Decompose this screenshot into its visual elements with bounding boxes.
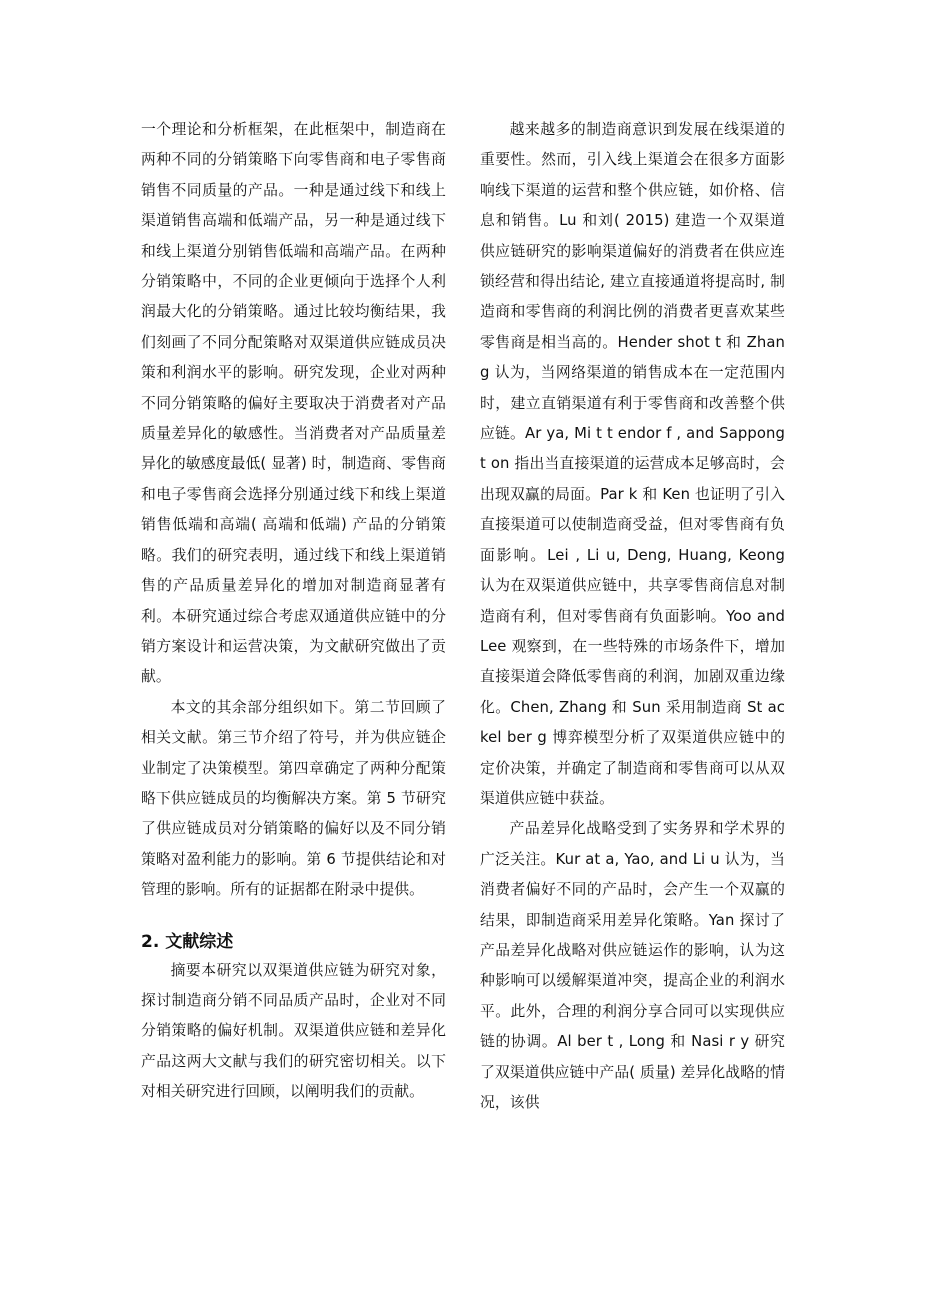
right-column xyxy=(480,115,785,1118)
paragraph-review-intro: 摘要本研究以双渠道供应链为研究对象，探讨制造商分销不同品质产品时，企业对不同分销策略的偏好机制。双渠道供应链和差异化产品这两大文献与我们的研究密切相关。以下对相关研究进行回顾，以阐明我们的贡献。 xyxy=(141,961,446,1101)
paragraph-organization: 本文的其余部分组织如下。第二节回顾了相关文献。第三节介绍了符号，并为供应链企业制定了决策模型。第四章确定了两种分配策略下供应链成员的均衡解决方案。第 5 节研究了供应链成员对分销策略的偏好以及不同分销策略对盈利能力的影响。第 6 节提供结论和对管理的影响。所有的证据都在附录中提供。 xyxy=(141,698,446,899)
left-column xyxy=(141,115,446,1108)
paragraph-framework: 一个理论和分析框架，在此框架中，制造商在两种不同的分销策略下向零售商和电子零售商销售不同质量的产品。一种是通过线下和线上渠道销售高端和低端产品，另一种是通过线下和线上渠道分别销售低端和高端产品。在两种分销策略中，不同的企业更倾向于选择个人利润最大化的分销策略。通过比较均衡结果，我们刻画了不同分配策略对双渠道供应链成员决策和利润水平的影响。研究发现，企业对两种不同分销策略的偏好主要取决于消费者对产品质量差异化的敏感性。当消费者对产品质量差异化的敏感度最低( 显著) 时，制造商、零售商和电子零售商会选择分别通过线下和线上渠道销售低端和高端( 高端和低端) 产品的分销策略。我们的研究表明，通过线下和线上渠道销售的产品质量差异化的增加对制造商显著有利。本研究通过综合考虑双通道供应链中的分销方案设计和运营决策，为文献研究做出了贡献。 xyxy=(141,121,446,686)
section-heading-literature-review: 2. 文献综述 xyxy=(141,931,234,952)
paragraph-differentiation: 产品差异化战略受到了实务界和学术界的广泛关注。Kur at a, Yao, and Li u 认为，当消费者偏好不同的产品时，会产生一个双赢的结果，即制造商采用差异化策略。Yan 探讨了产品差异化战略对供应链运作的影响，认为这种影响可以缓解渠道冲突，提高企业的利润水平。此外，合理的利润分享合同可以实现供应链的协调。Al ber t , Long 和 Nasi r y 研究了双渠道供应链中产品( 质量) 差异化战略的情况，该供 xyxy=(480,820,785,1111)
paragraph-dual-channel: 越来越多的制造商意识到发展在线渠道的重要性。然而，引入线上渠道会在很多方面影响线下渠道的运营和整个供应链，如价格、信息和销售。Lu 和刘( 2015) 建造一个双渠道供应链研究的影响渠道偏好的消费者在供应连锁经营和得出结论, 建立直接通道将提高时, 制造商和零售商的利润比例的消费者更喜欢某些零售商是相当高的。Hender shot t 和 Zhang 认为，当网络渠道的销售成本在一定范围内时，建立直销渠道有利于零售商和改善整个供应链。Ar ya, Mi t t endor f , and Sappongt on 指出当直接渠道的运营成本足够高时，会出现双赢的局面。Par k 和 Ken 也证明了引入直接渠道可以使制造商受益，但对零售商有负面影响。Lei , Li u, Deng, Huang, Keong 认为在双渠道供应链中，共享零售商信息对制造商有利，但对零售商有负面影响。Yoo and Lee 观察到，在一些特殊的市场条件下，增加直接渠道会降低零售商的利润，加剧双重边缘化。Chen, Zhang 和 Sun 采用制造商 St ackel ber g 博弈模型分析了双渠道供应链中的定价决策，并确定了制造商和零售商可以从双渠道供应链中获益。 xyxy=(480,121,785,807)
